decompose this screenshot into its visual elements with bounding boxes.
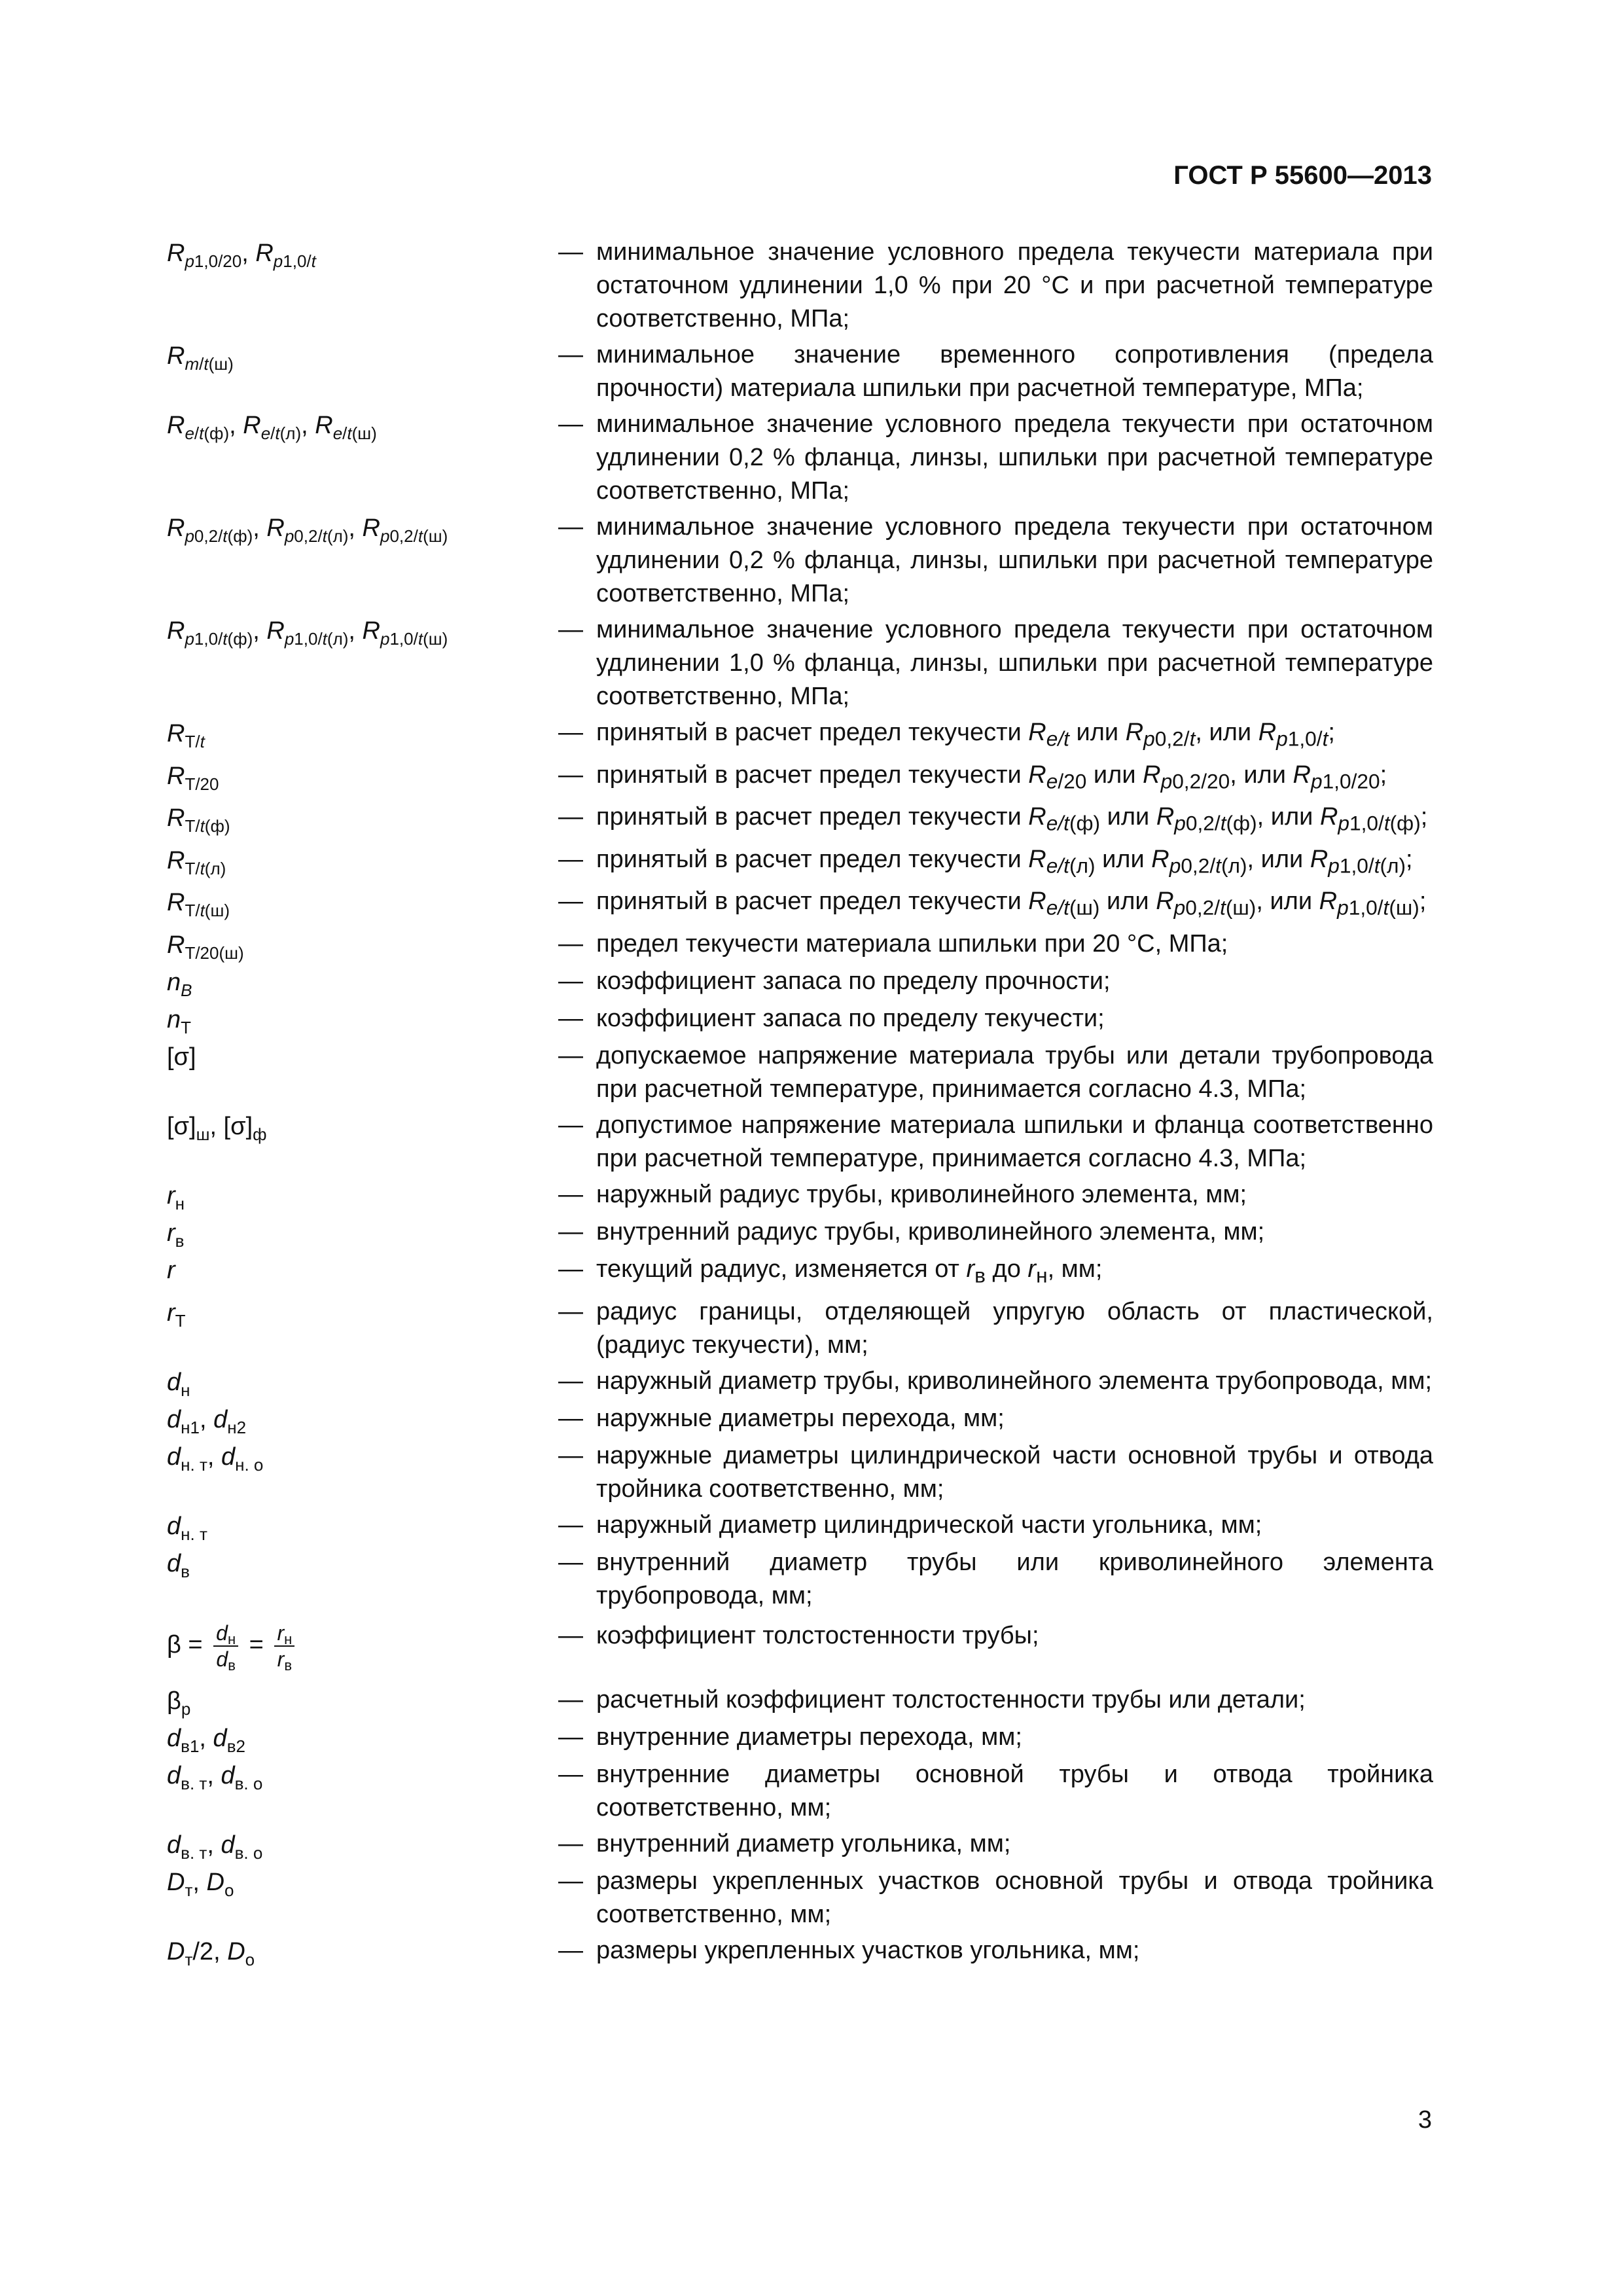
- glossary-row: [167, 1178, 1433, 1213]
- dash: —: [558, 1829, 583, 1857]
- dash: —: [558, 1867, 583, 1895]
- dash: —: [558, 341, 583, 368]
- glossary-row: [167, 1546, 1433, 1613]
- dash: —: [558, 1621, 583, 1649]
- glossary-row: [167, 1721, 1433, 1755]
- definition: внутренние диаметры основной трубы и отвода тройника соответственно, мм;: [596, 1760, 1433, 1821]
- glossary-row: [167, 800, 1433, 840]
- symbol: $D_т/2$, $D_о$: [167, 1937, 255, 1969]
- dash: —: [558, 967, 583, 995]
- dash: —: [558, 888, 583, 916]
- glossary-row: [167, 965, 1433, 999]
- symbol: $R_{Т/20(ш)}$: [167, 931, 244, 963]
- definition: допустимое напряжение материала шпильки и фланца соответственно при расчетной температуре, принимается согласно 4.3, МПа;: [596, 1111, 1433, 1172]
- definition: размеры укрепленных участков угольника, мм;: [596, 1936, 1140, 1964]
- glossary-row: [167, 1827, 1433, 1862]
- glossary-row: [167, 408, 1433, 508]
- symbol: $r_в$: [167, 1219, 185, 1251]
- definition: внутренний диаметр трубы или криволинейного элемента трубопровода, мм;: [596, 1548, 1433, 1609]
- dash: —: [558, 1180, 583, 1208]
- symbol: $R_{Т/t(ш)}$: [167, 889, 230, 921]
- glossary-row: [167, 1865, 1433, 1931]
- dash: —: [558, 1685, 583, 1713]
- glossary-row: [167, 1402, 1433, 1437]
- dash: —: [558, 1511, 583, 1539]
- dash: —: [558, 1936, 583, 1964]
- glossary-row: [167, 1934, 1433, 1969]
- symbol: [σ]: [167, 1043, 196, 1071]
- definition: минимальное значение условного предела текучести при остаточном удлинении 1,0 % фланца, линзы, шпильки при расчетной температуре соответственно, МПа;: [596, 616, 1433, 710]
- dash: —: [558, 616, 583, 643]
- dash: —: [558, 410, 583, 438]
- glossary-row: [167, 1253, 1433, 1293]
- glossary-row: [167, 1683, 1433, 1718]
- definition: принятый в расчет предел текучести $R_{e/t}$ или $R_{p0,2/t}$, или $R_{p1,0/t}$;: [596, 719, 1335, 751]
- definition: коэффициент толстостенности трубы;: [596, 1621, 1039, 1649]
- dash: —: [558, 1255, 583, 1283]
- symbol: $r_н$: [167, 1181, 185, 1213]
- dash: —: [558, 929, 583, 958]
- definition: принятый в расчет предел текучести $R_{e/t(ф)}$ или $R_{p0,2/t(ф)}$, или $R_{p1,0/t(ф)}$;: [596, 803, 1428, 835]
- definition: коэффициент запаса по пределу текучести;: [596, 1004, 1105, 1032]
- glossary-row: [167, 1439, 1433, 1506]
- symbol: $d_{н. т}$: [167, 1512, 207, 1544]
- definition: принятый в расчет предел текучести $R_{e/t(ш)}$ или $R_{p0,2/t(ш)}$, или $R_{p1,0/t(ш)}$;: [596, 888, 1427, 920]
- symbol: $R_{p1,0/20}$, $R_{p1,0/t}$: [167, 240, 316, 271]
- dash: —: [558, 1723, 583, 1751]
- dash: —: [558, 1004, 583, 1032]
- symbol: $R_{p0,2/t(ф)}$, $R_{p0,2/t(л)}$, $R_{p0,2/t(ш)}$: [167, 514, 448, 546]
- glossary-row: [167, 759, 1433, 798]
- glossary-row: [167, 613, 1433, 713]
- glossary-row: [167, 236, 1433, 336]
- definition: коэффициент запаса по пределу прочности;: [596, 967, 1111, 995]
- symbol: $n_B$: [167, 968, 192, 1000]
- dash: —: [558, 1111, 583, 1139]
- dash: —: [558, 761, 583, 789]
- symbol: $\beta_р$: [167, 1687, 191, 1719]
- definition: минимальное значение временного сопротивления (предела прочности) материала шпильки при расчетной температуре, МПа;: [596, 341, 1433, 402]
- page-number: 3: [1418, 2106, 1432, 2134]
- definition: внутренний диаметр угольника, мм;: [596, 1829, 1011, 1857]
- glossary-row: [167, 1109, 1433, 1175]
- definition: минимальное значение условного предела текучести при остаточном удлинении 0,2 % фланца, линзы, шпильки при расчетной температуре соответственно, МПа;: [596, 513, 1433, 607]
- symbol: $d_{в. т}$, $d_{в. о}$: [167, 1761, 263, 1793]
- glossary-row: [167, 927, 1433, 962]
- document-header: ГОСТ Р 55600—2013: [1173, 161, 1432, 190]
- symbol: β = $\frac{d_н}{d_в}$ = $\frac{r_н}{r_в}$: [167, 1619, 558, 1672]
- symbol: $R_{p1,0/t(ф)}$, $R_{p1,0/t(л)}$, $R_{p1,0/t(ш)}$: [167, 617, 448, 649]
- symbol: $R_{m/t(ш)}$: [167, 342, 234, 374]
- definition: размеры укрепленных участков основной трубы и отвода тройника соответственно, мм;: [596, 1867, 1433, 1928]
- glossary-row: [167, 1039, 1433, 1106]
- glossary-row: [167, 338, 1433, 405]
- symbol: $n_Т$: [167, 1005, 192, 1037]
- dash: —: [558, 1441, 583, 1469]
- definition: радиус границы, отделяющей упругую область от пластической, (радиус текучести), мм;: [596, 1297, 1433, 1359]
- symbol: $R_{Т/t(л)}$: [167, 846, 226, 878]
- symbol: $R_{Т/20}$: [167, 762, 219, 794]
- dash: —: [558, 1041, 583, 1069]
- dash: —: [558, 719, 583, 746]
- symbol: $[\sigma]_ш$, $[\sigma]_ф$: [167, 1112, 267, 1144]
- dash: —: [558, 513, 583, 541]
- dash: —: [558, 1548, 583, 1576]
- glossary-row: [167, 1365, 1433, 1399]
- glossary-row: [167, 1215, 1433, 1250]
- definition: внутренние диаметры перехода, мм;: [596, 1723, 1022, 1751]
- definition: предел текучести материала шпильки при 20 °С, МПа;: [596, 929, 1228, 958]
- glossary-row: [167, 1758, 1433, 1825]
- glossary-row: [167, 511, 1433, 611]
- dash: —: [558, 803, 583, 831]
- dash: —: [558, 1297, 583, 1325]
- glossary-row: [167, 1619, 1433, 1672]
- symbol: $R_{Т/t(ф)}$: [167, 804, 230, 836]
- dash: —: [558, 1367, 583, 1395]
- symbol: $d_н$: [167, 1368, 190, 1400]
- symbol: $d_{н1}$, $d_{н2}$: [167, 1405, 247, 1437]
- glossary-row: [167, 843, 1433, 883]
- glossary-row: [167, 1295, 1433, 1362]
- definition: наружный радиус трубы, криволинейного элемента, мм;: [596, 1180, 1247, 1208]
- symbol-glossary: [167, 236, 1433, 1971]
- definition: внутренний радиус трубы, криволинейного элемента, мм;: [596, 1217, 1265, 1246]
- definition: текущий радиус, изменяется от $r_в$ до $r_н$, мм;: [596, 1255, 1103, 1287]
- dash: —: [558, 845, 583, 873]
- symbol: $D_т$, $D_о$: [167, 1868, 234, 1900]
- symbol: $R_{e/t(ф)}$, $R_{e/t(л)}$, $R_{e/t(ш)}$: [167, 412, 377, 443]
- symbol: $r_Т$: [167, 1299, 186, 1331]
- glossary-row: [167, 1509, 1433, 1543]
- definition: наружные диаметры цилиндрической части основной трубы и отвода тройника соответственно, мм;: [596, 1441, 1433, 1503]
- glossary-row: [167, 885, 1433, 925]
- definition: допускаемое напряжение материала трубы или детали трубопровода при расчетной температуре, принимается согласно 4.3, МПа;: [596, 1041, 1433, 1103]
- symbol: r: [167, 1256, 175, 1284]
- symbol: $d_{в1}$, $d_{в2}$: [167, 1724, 245, 1756]
- symbol: $d_{н. т}$, $d_{н. о}$: [167, 1443, 264, 1475]
- definition: принятый в расчет предел текучести $R_{e/20}$ или $R_{p0,2/20}$, или $R_{p1,0/20}$;: [596, 761, 1387, 793]
- symbol: $d_в$: [167, 1549, 190, 1581]
- glossary-row: [167, 716, 1433, 756]
- dash: —: [558, 1404, 583, 1432]
- definition: минимальное значение условного предела текучести материала при остаточном удлинении 1,0 % при 20 °С и при расчетной температуре соответственно, МПа;: [596, 238, 1433, 332]
- dash: —: [558, 1217, 583, 1246]
- dash: —: [558, 1760, 583, 1788]
- glossary-row: [167, 1002, 1433, 1037]
- definition: наружный диаметр трубы, криволинейного элемента трубопровода, мм;: [596, 1367, 1433, 1395]
- symbol: $R_{Т/t}$: [167, 720, 205, 751]
- symbol: $d_{в. т}$, $d_{в. о}$: [167, 1831, 263, 1863]
- definition: наружный диаметр цилиндрической части угольника, мм;: [596, 1511, 1262, 1539]
- definition: минимальное значение условного предела текучести при остаточном удлинении 0,2 % фланца, линзы, шпильки при расчетной температуре соответственно, МПа;: [596, 410, 1433, 505]
- definition: наружные диаметры перехода, мм;: [596, 1404, 1005, 1432]
- dash: —: [558, 238, 583, 266]
- definition: принятый в расчет предел текучести $R_{e/t(л)}$ или $R_{p0,2/t(л)}$, или $R_{p1,0/t(л)}$;: [596, 845, 1413, 878]
- definition: расчетный коэффициент толстостенности трубы или детали;: [596, 1685, 1306, 1713]
